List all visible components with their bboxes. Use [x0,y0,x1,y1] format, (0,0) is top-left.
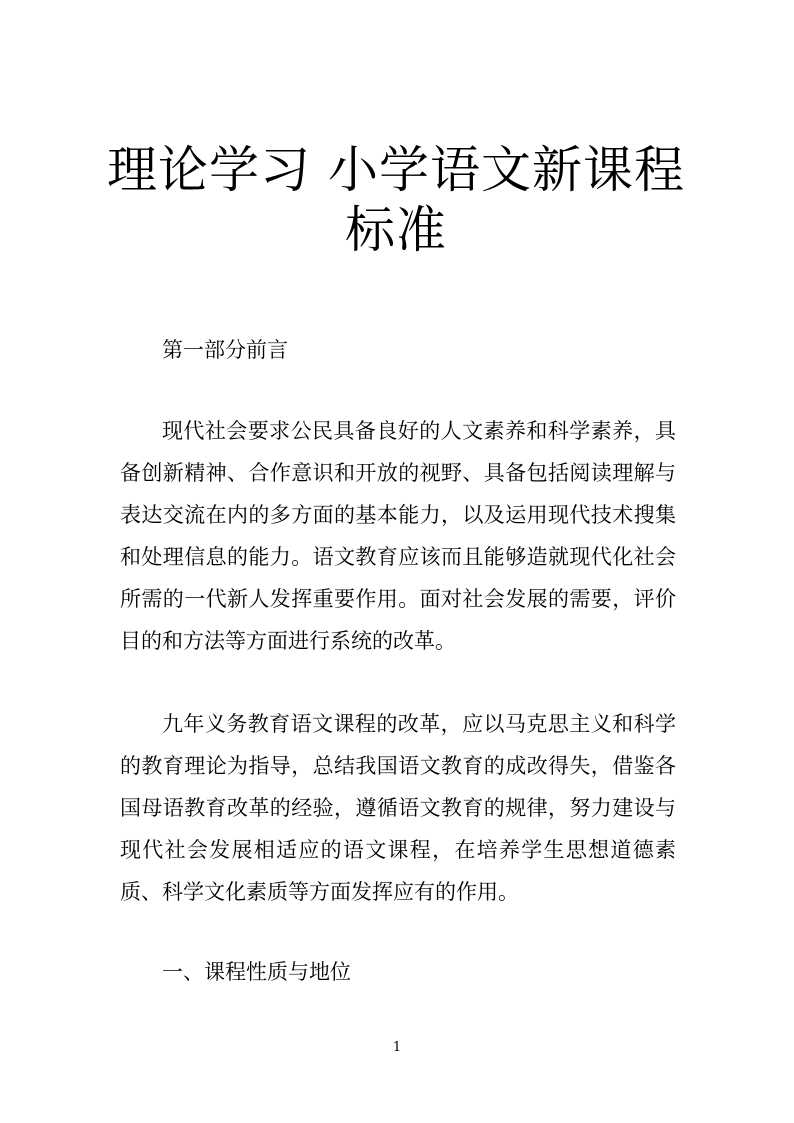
paragraph-2: 九年义务教育语文课程的改革，应以马克思主义和科学的教育理论为指导，总结我国语文教育的成改得失，借鉴各国母语教育改革的经验，遵循语文教育的规律，努力建设与现代社会发展相适应的语文课程，在培养学生思想道德素质、科学文化素质等方面发挥应有的作用。 [120,712,676,904]
section-heading: 第一部分前言 [162,338,288,362]
page-number: 1 [392,1040,402,1055]
document-title: 理论学习 小学语文新课程标准 [107,141,685,259]
subheading: 一、课程性质与地位 [162,960,351,984]
paragraph-1: 现代社会要求公民具备良好的人文素养和科学素养，具备创新精神、合作意识和开放的视野、具备包括阅读理解与表达交流在内的多方面的基本能力，以及运用现代技术搜集和处理信息的能力。语文教育应该而且能够造就现代化社会所需的一代新人发挥重要作用。面对社会发展的需要，评价目的和方法等方面进行系统的改革。 [120,419,676,653]
